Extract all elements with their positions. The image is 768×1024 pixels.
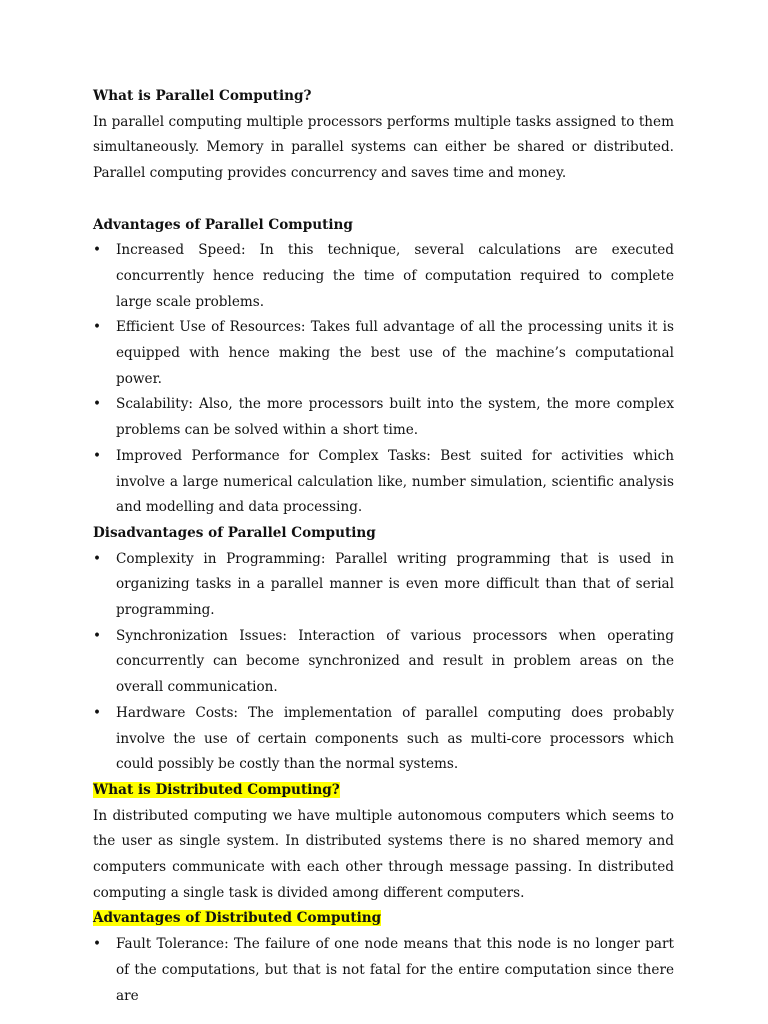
distributed-advantages-list (93, 932, 674, 1009)
list-item-text: Scalability: Also, the more processors built into the system, the more complex problems can be solved within a short time. (116, 396, 674, 439)
list-item (93, 444, 674, 521)
distributed-advantages-heading-row (93, 906, 674, 932)
list-item (93, 701, 674, 778)
list-item-text: Improved Performance for Complex Tasks: Best suited for activities which involve a large numerical calculation like, number simulation, scientific analysis and modelling and data processing. (116, 447, 674, 516)
parallel-advantages-heading: Advantages of Parallel Computing (93, 216, 353, 233)
parallel-heading: What is Parallel Computing? (93, 88, 312, 104)
paragraph-gap (93, 187, 674, 213)
list-item (93, 238, 674, 315)
parallel-advantages-list (93, 238, 674, 521)
list-item-text: Fault Tolerance: The failure of one node means that this node is no longer part of the computations, but that is not fatal for the entire computation since there are (116, 936, 674, 1004)
list-item (93, 547, 674, 624)
bullet-icon: • (93, 319, 102, 336)
bullet-icon: • (93, 447, 102, 464)
list-item-text: Increased Speed: In this technique, several calculations are executed concurrently hence reducing the time of computation required to complete large scale problems. (116, 242, 674, 310)
bullet-icon: • (93, 242, 102, 259)
list-item-text: Hardware Costs: The implementation of parallel computing does probably involve the use of certain components such as multi-core processors which could possibly be costly than the normal systems. (116, 704, 674, 773)
document-page (93, 84, 674, 1009)
bullet-icon: • (93, 936, 102, 953)
parallel-disadvantages-heading: Disadvantages of Parallel Computing (93, 524, 376, 541)
bullet-icon: • (93, 550, 102, 567)
distributed-advantages-heading: Advantages of Distributed Computing (93, 910, 382, 927)
list-item (93, 392, 674, 443)
list-item-text: Efficient Use of Resources: Takes full advantage of all the processing units it is equipped with hence making the best use of the machine’s computational power. (116, 319, 674, 387)
list-item (93, 315, 674, 392)
bullet-icon: • (93, 627, 102, 644)
list-item (93, 624, 674, 701)
distributed-intro: In distributed computing we have multiple autonomous computers which seems to the user as single system. In distributed systems there is no shared memory and computers communicate with each other through message passing. In distributed computing a single task is divided among different computers. (93, 807, 674, 901)
list-item (93, 932, 674, 1009)
parallel-disadvantages-list (93, 547, 674, 778)
bullet-icon: • (93, 704, 102, 721)
distributed-heading: What is Distributed Computing? (93, 781, 340, 798)
distributed-heading-row (93, 778, 674, 804)
parallel-intro: In parallel computing multiple processors performs multiple tasks assigned to them simultaneously. Memory in parallel systems can either be shared or distributed. Parallel computing provides concurrency and saves time and money. (93, 113, 674, 182)
list-item-text: Synchronization Issues: Interaction of various processors when operating concurrently can become synchronized and result in problem areas on the overall communication. (116, 627, 674, 696)
list-item-text: Complexity in Programming: Parallel writing programming that is used in organizing tasks in a parallel manner is even more difficult than that of serial programming. (116, 550, 674, 619)
bullet-icon: • (93, 396, 102, 413)
